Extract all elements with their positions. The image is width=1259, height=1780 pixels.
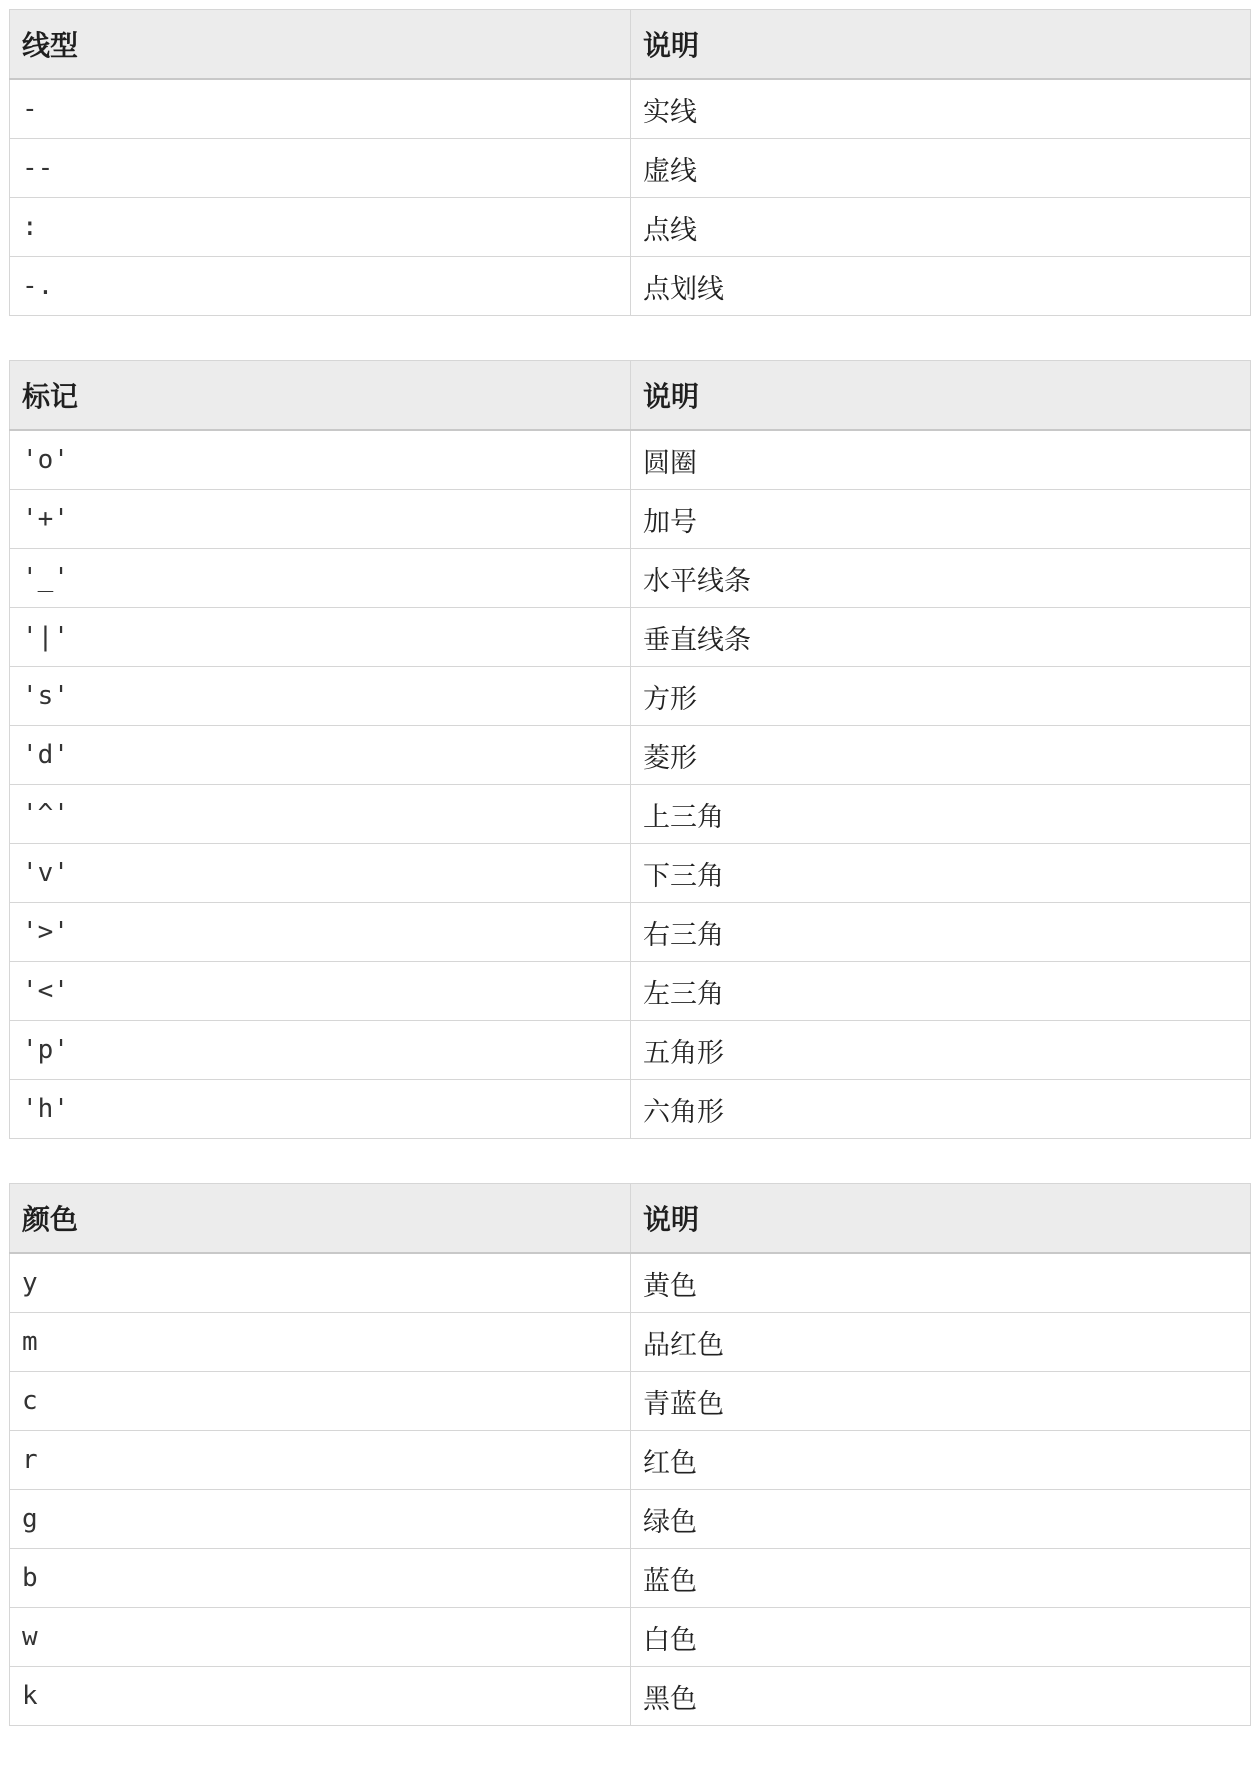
code-cell: 'h' <box>10 1080 631 1139</box>
table-row <box>10 1608 1251 1667</box>
table-row <box>10 1431 1251 1490</box>
description-cell: 圆圈 <box>631 430 1251 490</box>
header-cell: 线型 <box>10 10 631 80</box>
table-row <box>10 1372 1251 1431</box>
description-cell: 六角形 <box>631 1080 1251 1139</box>
code-cell: k <box>10 1667 631 1726</box>
reference-tables <box>9 9 1250 1770</box>
table-row <box>10 1667 1251 1726</box>
description-cell: 蓝色 <box>631 1549 1251 1608</box>
code-cell: 'd' <box>10 726 631 785</box>
description-cell: 上三角 <box>631 785 1251 844</box>
color-table <box>9 1183 1251 1726</box>
description-cell: 垂直线条 <box>631 608 1251 667</box>
code-cell: b <box>10 1549 631 1608</box>
header-cell: 标记 <box>10 361 631 431</box>
header-cell: 说明 <box>631 361 1251 431</box>
description-cell: 菱形 <box>631 726 1251 785</box>
table-header-row <box>10 361 1251 431</box>
table-row <box>10 549 1251 608</box>
table-row <box>10 903 1251 962</box>
table-row <box>10 430 1251 490</box>
description-cell: 黑色 <box>631 1667 1251 1726</box>
description-cell: 黄色 <box>631 1253 1251 1313</box>
table-row <box>10 490 1251 549</box>
table-header-row <box>10 10 1251 80</box>
code-cell: 'o' <box>10 430 631 490</box>
code-cell: y <box>10 1253 631 1313</box>
table-row <box>10 844 1251 903</box>
code-cell: 's' <box>10 667 631 726</box>
table-row <box>10 726 1251 785</box>
code-cell: '<' <box>10 962 631 1021</box>
table-row <box>10 257 1251 316</box>
code-cell: -- <box>10 139 631 198</box>
description-cell: 红色 <box>631 1431 1251 1490</box>
table-header-row <box>10 1184 1251 1254</box>
code-cell: '>' <box>10 903 631 962</box>
marker-table <box>9 360 1251 1139</box>
table-row <box>10 608 1251 667</box>
description-cell: 下三角 <box>631 844 1251 903</box>
code-cell: 'p' <box>10 1021 631 1080</box>
code-cell: - <box>10 79 631 139</box>
code-cell: g <box>10 1490 631 1549</box>
description-cell: 白色 <box>631 1608 1251 1667</box>
table-row <box>10 198 1251 257</box>
description-cell: 点线 <box>631 198 1251 257</box>
description-cell: 五角形 <box>631 1021 1251 1080</box>
table-row <box>10 667 1251 726</box>
table-row <box>10 962 1251 1021</box>
code-cell: 'v' <box>10 844 631 903</box>
code-cell: -. <box>10 257 631 316</box>
code-cell: w <box>10 1608 631 1667</box>
description-cell: 加号 <box>631 490 1251 549</box>
table-row <box>10 1080 1251 1139</box>
description-cell: 实线 <box>631 79 1251 139</box>
table-row <box>10 1313 1251 1372</box>
header-cell: 说明 <box>631 1184 1251 1254</box>
header-cell: 颜色 <box>10 1184 631 1254</box>
code-cell: : <box>10 198 631 257</box>
table-row <box>10 1253 1251 1313</box>
code-cell: m <box>10 1313 631 1372</box>
code-cell: r <box>10 1431 631 1490</box>
code-cell: '_' <box>10 549 631 608</box>
table-row <box>10 139 1251 198</box>
table-row <box>10 1021 1251 1080</box>
description-cell: 青蓝色 <box>631 1372 1251 1431</box>
table-row <box>10 1490 1251 1549</box>
table-row <box>10 785 1251 844</box>
description-cell: 点划线 <box>631 257 1251 316</box>
header-cell: 说明 <box>631 10 1251 80</box>
description-cell: 绿色 <box>631 1490 1251 1549</box>
code-cell: c <box>10 1372 631 1431</box>
description-cell: 虚线 <box>631 139 1251 198</box>
description-cell: 方形 <box>631 667 1251 726</box>
description-cell: 品红色 <box>631 1313 1251 1372</box>
code-cell: '^' <box>10 785 631 844</box>
table-row <box>10 1549 1251 1608</box>
table-row <box>10 79 1251 139</box>
description-cell: 右三角 <box>631 903 1251 962</box>
line-style-table <box>9 9 1251 316</box>
description-cell: 水平线条 <box>631 549 1251 608</box>
code-cell: '|' <box>10 608 631 667</box>
code-cell: '+' <box>10 490 631 549</box>
description-cell: 左三角 <box>631 962 1251 1021</box>
